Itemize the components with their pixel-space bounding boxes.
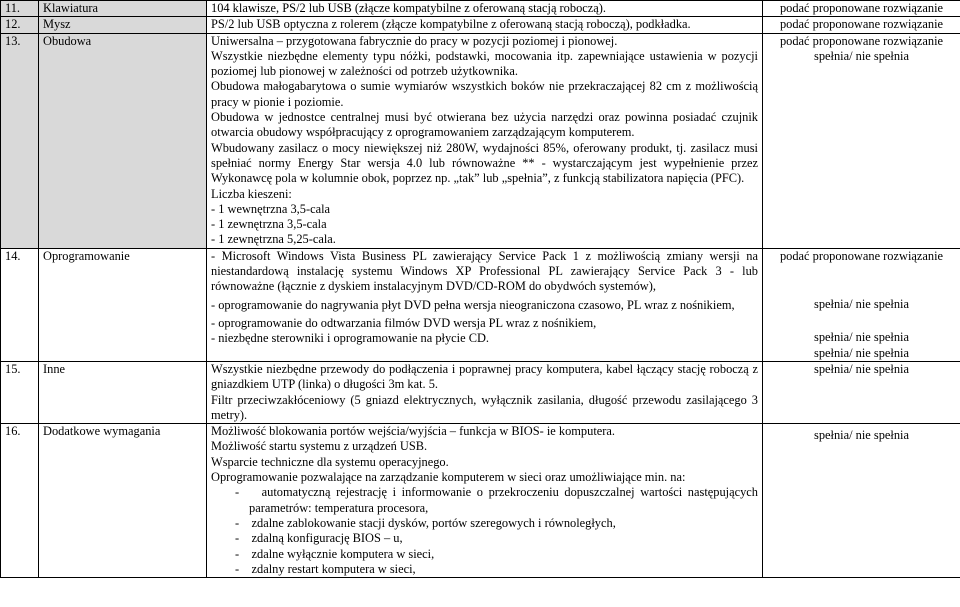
response-field[interactable]: spełnia/ nie spełnia — [814, 48, 909, 63]
requirement-text: - niezbędne sterowniki i oprogramowanie na płycie CD. — [211, 331, 490, 346]
list-item-text: zdalne zablokowanie stacji dysków, portów szeregowych i równoległych, — [251, 515, 616, 530]
requirement-cell — [207, 424, 763, 578]
list-item-text: zdalne wyłącznie komputera w sieci, — [251, 546, 435, 561]
component-name: Inne — [39, 361, 207, 423]
requirement-text: Obudowa w jednostce centralnej musi być otwierana bez użycia narzędzi oraz powinna posiadać czujnik otwarcia obudowy współpracujący z oprogramowaniem zarządzającym komputerem. — [211, 110, 758, 140]
response-field[interactable]: spełnia/ nie spełnia — [814, 428, 909, 443]
component-name: Dodatkowe wymagania — [39, 424, 207, 578]
row-number: 13. — [1, 33, 39, 248]
requirement-text: Filtr przeciwzakłóceniowy (5 gniazd elektrycznych, wyłącznik zasilania, długość przewodu zasilającego 3 metry). — [211, 392, 758, 422]
requirement-text: - oprogramowanie do odtwarzania filmów DVD wersja PL wraz z nośnikiem, — [211, 315, 597, 330]
requirement-text: Wszystkie niezbędne elementy typu nóżki, podstawki, mocowania itp. zapewniające ustawienia w pozycji poziomej lub pionowej w zależności od potrzeb użytkownika. — [211, 48, 758, 79]
response-field[interactable]: spełnia/ nie spełnia — [814, 330, 909, 345]
response-cell — [763, 33, 960, 248]
requirement-cell — [207, 248, 763, 361]
requirement-text: Liczba kieszeni: — [211, 186, 292, 201]
table-row — [1, 361, 960, 423]
component-name: Klawiatura — [39, 1, 207, 17]
requirement-cell — [207, 33, 763, 248]
requirement-text: Wbudowany zasilacz o mocy niewiększej niż 280W, wydajności 85%, oferowany produkt, tj. zasilacz musi spełniać normy Energy Star wersja 4.0 lub równoważne ** - wystarczającym jest wypełnienie przez Wykonawcę pola w kolumnie obok, poprzez np. „tak” lub „spełnia”, z funkcją stabilizatora napięcia (PFC). — [211, 140, 758, 186]
response-field[interactable]: spełnia/ nie spełnia — [814, 345, 909, 360]
requirement-text: Obudowa małogabarytowa o sumie wymiarów wszystkich boków nie przekraczającej 82 cm z możliwością pracy w pionie i poziomie. — [211, 79, 758, 109]
row-number: 16. — [1, 424, 39, 578]
response-field[interactable]: spełnia/ nie spełnia — [814, 297, 909, 312]
response-field[interactable]: podać proponowane rozwiązanie — [763, 1, 960, 17]
requirement-text: - Microsoft Windows Vista Business PL zawierający Service Pack 1 z możliwością zmiany wersji na niestandardową instalację systemu Windows XP Professional PL zawierający Service Pack 3 - lub równoważne (łącznie z dyskiem instalacyjnym DVD/CD-ROM do obydwóch systemów), — [211, 248, 758, 294]
requirement-text: Oprogramowanie pozwalające na zarządzanie komputerem w sieci oraz umożliwiające min. na: — [211, 470, 686, 485]
requirement-text: Wszystkie niezbędne przewody do podłączenia i poprawnej pracy komputera, kabel łączący stację roboczą z gniazdkiem UTP (linka) o długości 3m kat. 5. — [211, 361, 758, 392]
requirement-text: - 1 zewnętrzna 3,5-cala — [211, 217, 327, 232]
list-item: - automatyczną rejestrację i informowanie o przekroczeniu dopuszczalnej wartości następujących parametrów: temperatura procesora, — [235, 485, 758, 515]
requirement-cell — [207, 361, 763, 423]
list-item: - zdalną konfigurację BIOS – u, — [235, 531, 403, 546]
list-item: - zdalny restart komputera w sieci, — [235, 561, 416, 576]
table-row — [1, 1, 960, 17]
requirement-text: Możliwość startu systemu z urządzeń USB. — [211, 439, 428, 454]
row-number: 12. — [1, 17, 39, 33]
component-name: Oprogramowanie — [39, 248, 207, 361]
response-field[interactable]: podać proponowane rozwiązanie — [779, 248, 944, 263]
response-field[interactable]: spełnia/ nie spełnia — [763, 361, 960, 423]
list-item: - zdalne zablokowanie stacji dysków, portów szeregowych i równoległych, — [235, 515, 616, 530]
table-row — [1, 248, 960, 361]
row-number: 11. — [1, 1, 39, 17]
requirement-text: - 1 zewnętrzna 5,25-cala. — [211, 232, 336, 247]
response-cell — [763, 248, 960, 361]
table-row — [1, 424, 960, 578]
list-item-text: zdalną konfigurację BIOS – u, — [251, 531, 403, 546]
component-name: Mysz — [39, 17, 207, 33]
list-item-text: automatyczną rejestrację i informowanie o przekroczeniu dopuszczalnej wartości następujących parametrów: temperatura procesora, — [249, 485, 758, 515]
list-item-text: zdalny restart komputera w sieci, — [251, 561, 416, 576]
response-field[interactable]: podać proponowane rozwiązanie — [779, 33, 944, 48]
requirement-text: - oprogramowanie do nagrywania płyt DVD pełna wersja nieograniczona czasowo, PL wraz z nośnikiem, — [211, 297, 735, 312]
list-item: - zdalne wyłącznie komputera w sieci, — [235, 546, 435, 561]
requirement-text: Wsparcie techniczne dla systemu operacyjnego. — [211, 454, 449, 469]
response-cell — [763, 424, 960, 578]
response-field[interactable]: podać proponowane rozwiązanie — [763, 17, 960, 33]
requirement-text: 104 klawisze, PS/2 lub USB (złącze kompatybilne z oferowaną stacją roboczą). — [207, 1, 763, 17]
row-number: 14. — [1, 248, 39, 361]
requirement-text: Możliwość blokowania portów wejścia/wyjścia – funkcja w BIOS- ie komputera. — [211, 424, 615, 439]
row-number: 15. — [1, 361, 39, 423]
component-name: Obudowa — [39, 33, 207, 248]
requirement-text: PS/2 lub USB optyczna z rolerem (złącze kompatybilne z oferowaną stacją roboczą), podkładka. — [207, 17, 763, 33]
requirement-text: - 1 wewnętrzna 3,5-cala — [211, 201, 331, 216]
table-row — [1, 17, 960, 33]
table-row — [1, 33, 960, 248]
requirement-text: Uniwersalna – przygotowana fabrycznie do pracy w pozycji poziomej i pionowej. — [211, 33, 618, 48]
